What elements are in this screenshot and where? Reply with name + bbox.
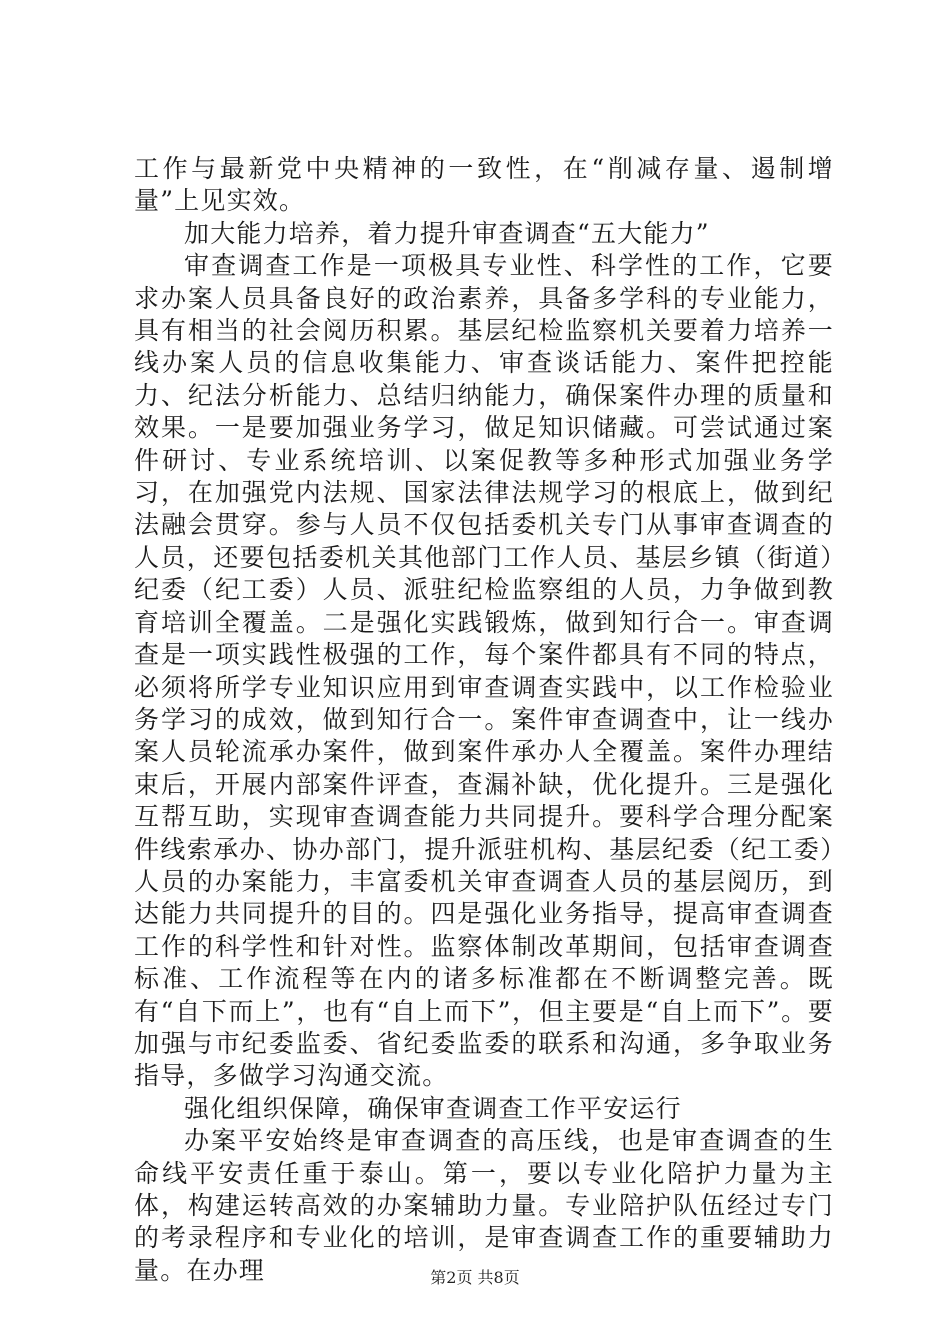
paragraph-continuation: 工作与最新党中央精神的一致性，在“削减存量、遏制增量”上见实效。 (134, 154, 834, 216)
section-heading-safety: 强化组织保障，确保审查调查工作平安运行 (184, 1093, 682, 1123)
document-body (134, 153, 834, 1287)
page-footer: 第2页 共8页 (430, 1268, 520, 1287)
paragraph-safety: 办案平安始终是审查调查的高压线，也是审查调查的生命线平安责任重于泰山。第一，要以专业化陪护力量为主体，构建运转高效的办案辅助力量。专业陪护队伍经过专门的考录程序和专业化的培训，是审查调查工作的重要辅助力量。在办理 (134, 1126, 834, 1285)
section-heading-ability: 加大能力培养，着力提升审查调查“五大能力” (184, 218, 710, 248)
paragraph-ability-training: 审查调查工作是一项极具专业性、科学性的工作，它要求办案人员具备良好的政治素养，具备多学科的专业能力，具有相当的社会阅历积累。基层纪检监察机关要着力培养一线办案人员的信息收集能力、审查谈话能力、案件把控能力、纪法分析能力、总结归纳能力，确保案件办理的质量和效果。一是要加强业务学习，做足知识储藏。可尝试通过案件研讨、专业系统培训、以案促教等多种形式加强业务学习，在加强党内法规、国家法律法规学习的根底上，做到纪法融会贯穿。参与人员不仅包括委机关专门从事审查调查的人员，还要包括委机关其他部门工作人员、基层乡镇（街道）纪委（纪工委）人员、派驻纪检监察组的人员，力争做到教育培训全覆盖。二是强化实践锻炼，做到知行合一。审查调查是一项实践性极强的工作，每个案件都具有不同的特点，必须将所学专业知识应用到审查调查实践中，以工作检验业务学习的成效，做到知行合一。案件审查调查中，让一线办案人员轮流承办案件，做到案件承办人全覆盖。案件办理结束后，开展内部案件评查，查漏补缺，优化提升。三是强化互帮互助，实现审查调查能力共同提升。要科学合理分配案件线索承办、协办部门，提升派驻机构、基层纪委（纪工委）人员的办案能力，丰富委机关审查调查人员的基层阅历，到达能力共同提升的目的。四是强化业务指导，提高审查调查工作的科学性和针对性。监察体制改革期间，包括审查调查标准、工作流程等在内的诸多标准都在不断调整完善。既有“自下而上”，也有“自上而下”，但主要是“自上而下”。要加强与市纪委监委、省纪委监委的联系和沟通，多争取业务指导，多做学习沟通交流。 (134, 251, 834, 1091)
